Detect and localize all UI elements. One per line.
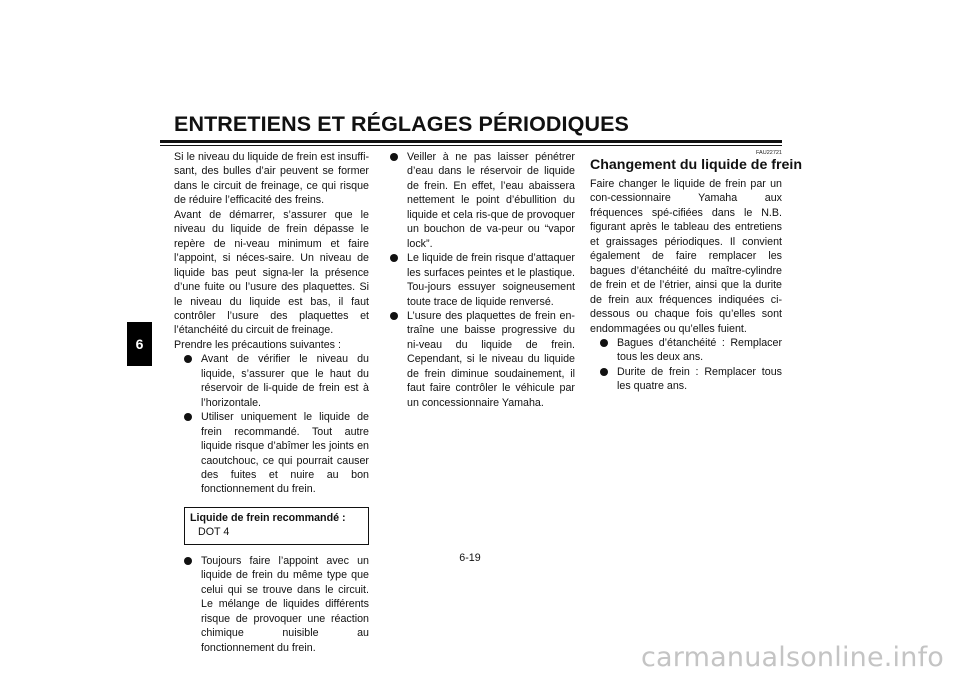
bullet-text: Utiliser uniquement le liquide de frein recommandé. Tout autre liquide risque d’abîmer les joints en caoutchouc, ce qui pourrait causer des fuites et nuire au bon fonctionnement du frein. — [201, 411, 369, 496]
paragraph: Avant de démarrer, s’assurer que le niveau du liquide de frein dépasse le repère de ni-veau minimum et faire l’appoint, si néces-saire. Un niveau de liquide bas peut signa-ler la présence d’une fuite ou l’usure des plaquettes. Si le niveau du liquide est bas, il faut contrôler l’usure des plaquettes et l’étanchéité du circuit de freinage. — [174, 208, 369, 337]
bullet-item — [600, 365, 782, 394]
bullet-text: Avant de vérifier le niveau du liquide, s’assurer que le haut du réservoir de li-quide de frein est à l’horizontale. — [201, 353, 369, 409]
paragraph: Si le niveau du liquide de frein est insuffi-sant, des bulles d’air peuvent se former dans le circuit de freinage, ce qui risque de réduire l’efficacité des freins. — [174, 151, 369, 207]
page-header-title: ENTRETIENS ET RÉGLAGES PÉRIODIQUES — [174, 112, 629, 136]
header-rule — [160, 140, 782, 143]
paragraph: Faire changer le liquide de frein par un con-cessionnaire Yamaha aux fréquences spé-cifiées dans le N.B. figurant après le tableau des entretiens et graissages périodiques. Il convient également de faire remplacer les bagues d’étanchéité du maître-cylindre de frein et de l’étrier, ainsi que la durite de frein aux fréquences indiquées ci-dessous ou chaque fois qu’elles sont endommagées ou qu’elles fuient. — [590, 178, 782, 335]
callout-value: DOT 4 — [198, 526, 230, 539]
reference-code: FAU22721 — [756, 150, 782, 156]
bullet-item — [184, 352, 369, 410]
bullet-item — [390, 309, 575, 410]
bullet-item — [184, 554, 369, 655]
bullet-item — [390, 150, 575, 251]
bullet-text: Le liquide de frein risque d’attaquer les surfaces peintes et le plastique. Tou-jours essuyer soigneusement toute trace de liquide renversé. — [407, 252, 575, 308]
bullet-icon — [184, 557, 192, 565]
bullet-text: Durite de frein : Remplacer tous les quatre ans. — [617, 365, 782, 393]
header-rule-thin — [160, 145, 782, 146]
column-2 — [390, 150, 575, 410]
bullet-item — [184, 410, 369, 497]
bullet-icon — [184, 355, 192, 363]
bullet-icon — [600, 368, 608, 376]
recommended-fluid-box — [184, 507, 369, 545]
page-number: 6-19 — [459, 552, 481, 564]
bullet-icon — [390, 153, 398, 161]
bullet-icon — [600, 339, 608, 347]
bullet-icon — [184, 413, 192, 421]
section-title: Changement du liquide de frein — [590, 157, 803, 173]
chapter-tab: 6 — [127, 322, 152, 366]
bullet-text: Veiller à ne pas laisser pénétrer d’eau dans le réservoir de liquide de frein. En effet, l’eau abaissera nettement le point d’ébullition du liquide et cela ris-que de provoquer un bouchon de va-peur ou “vapor lock”. — [407, 151, 575, 250]
paragraph: Prendre les précautions suivantes : — [174, 338, 341, 351]
bullet-icon — [390, 312, 398, 320]
bullet-icon — [390, 254, 398, 262]
bullet-item — [390, 251, 575, 309]
callout-label: Liquide de frein recommandé : — [190, 511, 346, 524]
column-1 — [174, 150, 369, 655]
bullet-text: Toujours faire l’appoint avec un liquide de frein du même type que celui qui se trouve dans le circuit. Le mélange de liquides différents risque de provoquer une réaction chimique nuisible au fonctionnement du frein. — [201, 554, 369, 654]
bullet-text: L’usure des plaquettes de frein en-traîne une baisse progressive du ni-veau du liquide de frein. Cependant, si le niveau du liquide de frein diminue soudainement, il faut faire contrôler le véhicule par un concessionnaire Yamaha. — [407, 309, 575, 409]
bullet-item — [600, 336, 782, 365]
column-3 — [590, 150, 803, 394]
bullet-text: Bagues d’étanchéité : Remplacer tous les deux ans. — [617, 336, 782, 364]
watermark: carmanualsonline.info — [641, 642, 944, 673]
